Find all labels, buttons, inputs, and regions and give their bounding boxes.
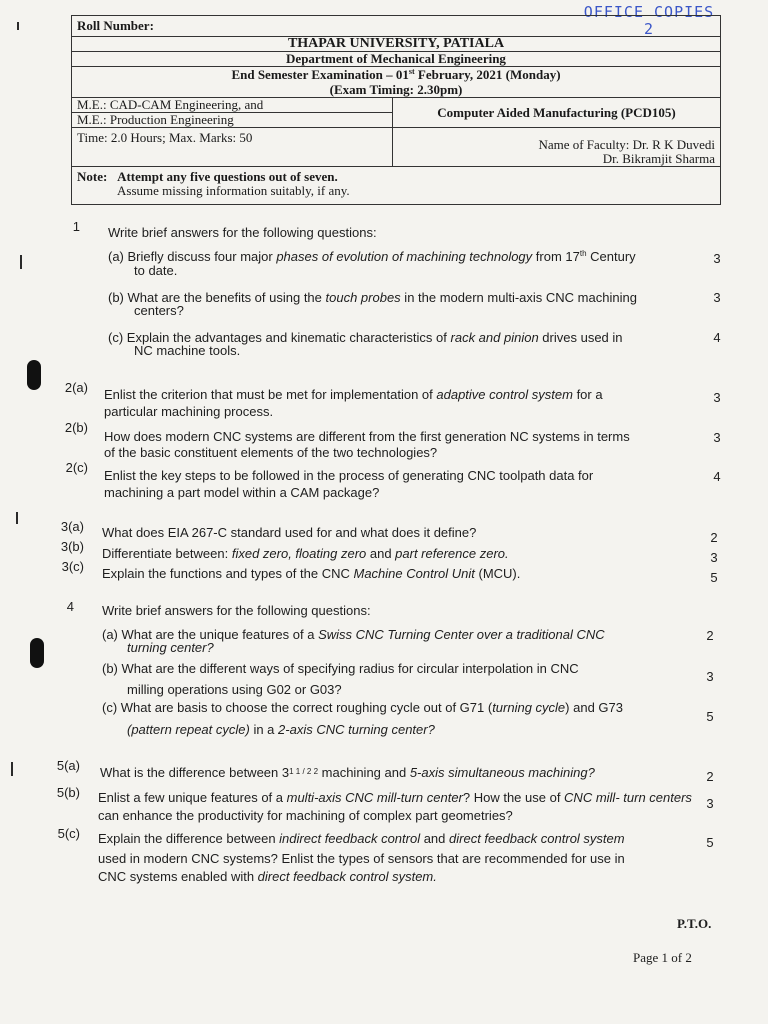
exam-timing: (Exam Timing: 2.30pm): [329, 82, 463, 97]
question-number: 2(a): [64, 380, 88, 395]
marks: 5: [710, 570, 718, 585]
question-number: 3(b): [60, 539, 84, 554]
question-number: 3(c): [61, 559, 84, 574]
punch-hole: [30, 638, 44, 668]
marks: 3: [713, 390, 721, 405]
time-and-marks: Time: 2.0 Hours; Max. Marks: 50: [72, 128, 393, 167]
question-text-cont: used in modern CNC systems? Enlist the types of sensors that are recommended for use in: [98, 851, 625, 866]
edge-mark: [11, 762, 13, 776]
question-number: 4: [66, 599, 74, 614]
question-part-cont: milling operations using G02 or G03?: [127, 682, 342, 697]
marks: 2: [710, 530, 718, 545]
program-cadcam: M.E.: CAD-CAM Engineering, and: [72, 98, 393, 113]
marks: 3: [710, 550, 718, 565]
page-number: Page 1 of 2: [633, 950, 692, 965]
marks: 4: [713, 330, 721, 345]
question-number: 5(c): [57, 826, 80, 841]
question-text: Explain the difference between indirect feedback control and direct feedback control system: [98, 831, 625, 846]
question-number: 2(c): [65, 460, 88, 475]
question-part-cont: to date.: [134, 263, 178, 278]
marks: 3: [706, 796, 714, 811]
exam-title: End Semester Examination – 01st February, 2021 (Monday) (Exam Timing: 2.30pm): [72, 67, 721, 98]
question-part-cont: turning center?: [127, 640, 214, 655]
marks: 3: [713, 290, 721, 305]
question-text: What is the difference between $3^{1 1 / 2 2}$ machining and 5-axis simultaneous machining?: [100, 765, 595, 780]
edge-mark: [20, 255, 22, 269]
question-text: Differentiate between: fixed zero, floating zero and part reference zero.: [102, 546, 509, 561]
exam-header-table: [71, 15, 721, 205]
question-number: 2(b): [64, 420, 88, 435]
edge-mark: [16, 512, 18, 524]
question-part-cont: NC machine tools.: [134, 343, 241, 358]
exam-note: Note: Attempt any five questions out of seven. Assume missing information suitably, if any.: [72, 167, 721, 205]
question-stem: Write brief answers for the following questions:: [108, 225, 377, 240]
punch-hole: [27, 360, 41, 390]
program-production: M.E.: Production Engineering: [72, 113, 393, 128]
question-text: What does EIA 267-C standard used for and what does it define?: [102, 525, 477, 540]
marks: 3: [713, 430, 721, 445]
office-copies-stamp: OFFICE COPIES 2: [583, 3, 715, 38]
question-text-cont: CNC systems enabled with direct feedback control system.: [98, 869, 437, 884]
university-name: THAPAR UNIVERSITY, PATIALA: [72, 37, 721, 52]
question-text-cont: machining a part model within a CAM package?: [104, 485, 380, 500]
department-name: Department of Mechanical Engineering: [72, 52, 721, 67]
question-part: (c) What are basis to choose the correct roughing cycle out of G71 (turning cycle) and G73: [102, 700, 623, 715]
question-text: Enlist the criterion that must be met for implementation of adaptive control system for a: [104, 387, 603, 402]
marks: 5: [706, 835, 714, 850]
question-part: (a) What are the unique features of a Swiss CNC Turning Center over a traditional CNC: [102, 627, 605, 642]
question-part-cont: (pattern repeat cycle) in a 2-axis CNC turning center?: [127, 722, 435, 737]
question-part-cont: centers?: [134, 303, 184, 318]
question-part: (a) Briefly discuss four major phases of evolution of machining technology from 17th Century: [108, 249, 636, 264]
question-stem: Write brief answers for the following questions:: [102, 603, 371, 618]
marks: 2: [706, 769, 714, 784]
marks: 4: [713, 469, 721, 484]
question-text: Enlist the key steps to be followed in the process of generating CNC toolpath data for: [104, 468, 594, 483]
marks: 3: [713, 251, 721, 266]
question-number: 3(a): [60, 519, 84, 534]
question-number: 1: [72, 219, 80, 234]
marks: 2: [706, 628, 714, 643]
edge-mark: [17, 22, 19, 30]
marks: 5: [706, 709, 714, 724]
faculty-names: Name of Faculty: Dr. R K Duvedi Dr. Bikramjit Sharma: [393, 128, 721, 167]
question-part: (b) What are the benefits of using the touch probes in the modern multi-axis CNC machining: [108, 290, 637, 305]
roll-number-label: Roll Number:: [72, 16, 721, 37]
question-text-cont: particular machining process.: [104, 404, 274, 419]
question-text: Explain the functions and types of the CNC Machine Control Unit (MCU).: [102, 566, 521, 581]
question-text-cont: of the basic constituent elements of the two technologies?: [104, 445, 438, 460]
question-part: (c) Explain the advantages and kinematic characteristics of rack and pinion drives used in: [108, 330, 623, 345]
fraction: 1 1 / 2 2: [289, 767, 319, 776]
course-name: Computer Aided Manufacturing (PCD105): [393, 98, 721, 128]
question-number: 5(a): [56, 758, 80, 773]
question-text: How does modern CNC systems are different from the first generation NC systems in terms: [104, 429, 630, 444]
question-part: (b) What are the different ways of specifying radius for circular interpolation in CNC: [102, 661, 579, 676]
question-number: 5(b): [56, 785, 80, 800]
marks: 3: [706, 669, 714, 684]
pto-label: P.T.O.: [677, 916, 712, 931]
question-text: Enlist a few unique features of a multi-axis CNC mill-turn center? How the use of CNC mill- turn centers can enhance the productivity for machining of complex part geometries?: [98, 790, 692, 823]
